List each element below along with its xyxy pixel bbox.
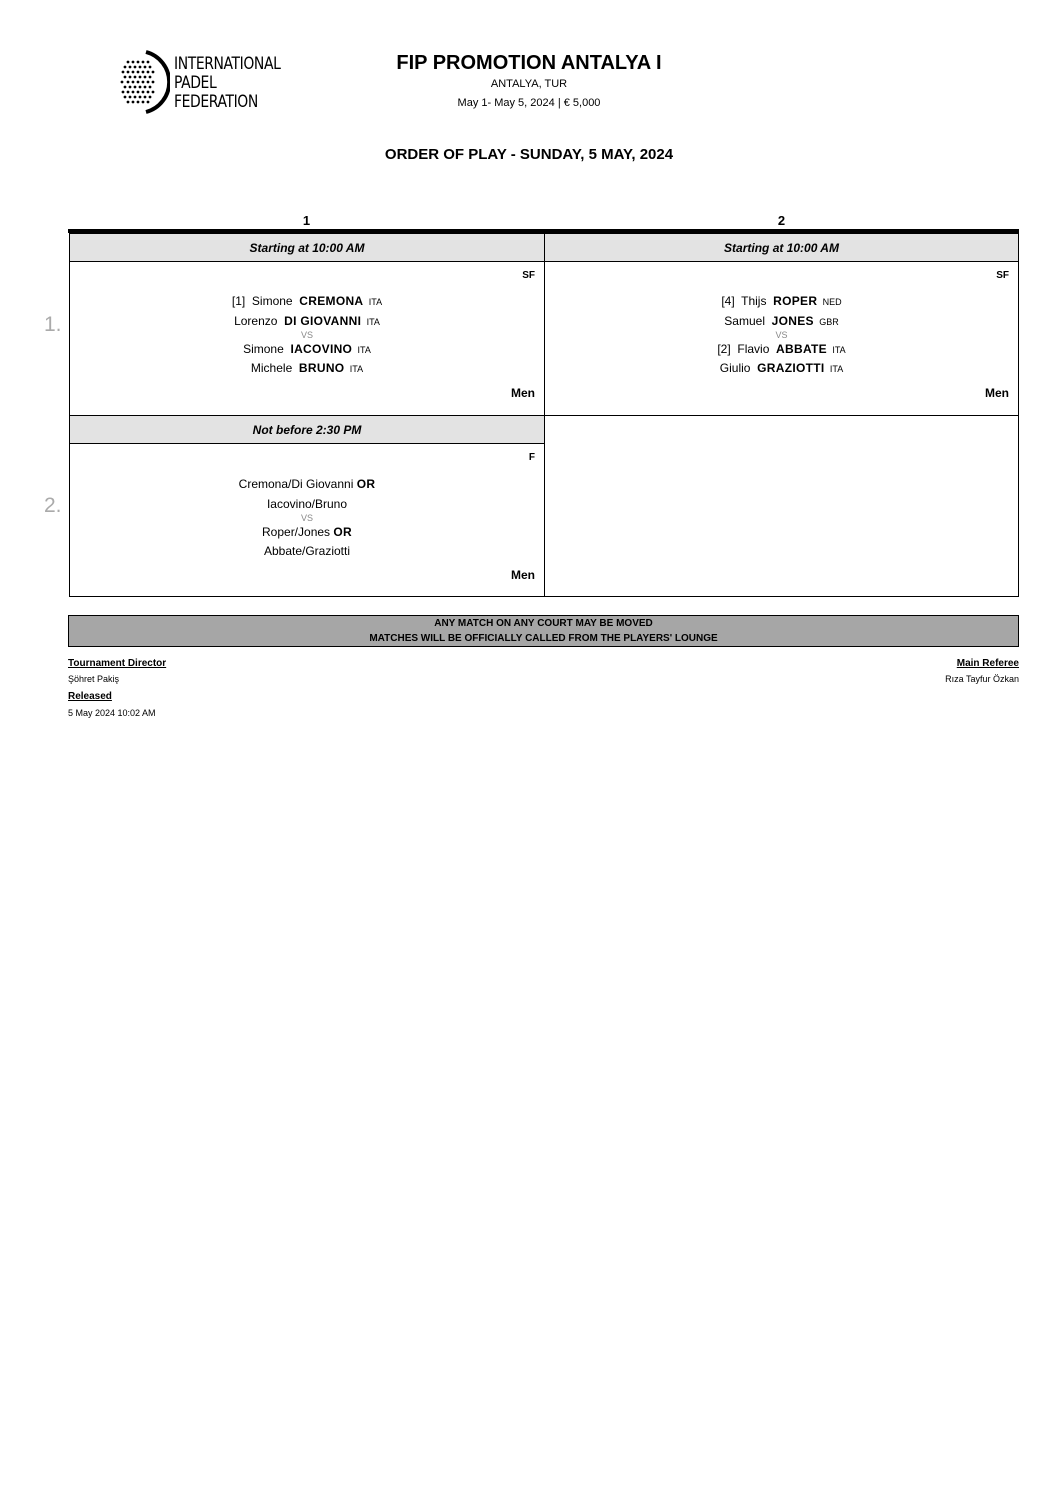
last-name: BRUNO (298, 361, 345, 375)
first-name: Thijs (741, 294, 767, 308)
team-names: Cremona/Di Giovanni (238, 477, 354, 491)
r2c1-match-cell[interactable] (69, 443, 545, 597)
released-value: 5 May 2024 10:02 AM (68, 708, 156, 718)
tournament-location: ANTALYA, TUR (490, 78, 568, 90)
country: ITA (829, 364, 844, 374)
order-of-play-heading: ORDER OF PLAY - SUNDAY, 5 MAY, 2024 (384, 146, 674, 163)
country: ITA (366, 317, 380, 327)
r1c2-player-3 (545, 342, 1018, 356)
r2c1-vs: VS (300, 513, 313, 523)
r1c1-vs: VS (300, 330, 313, 340)
or-label: OR (333, 525, 352, 539)
schedule-notice (68, 615, 1019, 647)
first-name: Flavio (737, 342, 770, 356)
seed: [4] (721, 294, 735, 308)
country: ITA (357, 345, 371, 355)
tournament-title (0, 52, 1058, 75)
row-2-number: 2. (44, 494, 62, 517)
r1c1-player-3 (70, 342, 544, 356)
r1c2-player-4 (545, 361, 1018, 375)
last-name: ROPER (773, 294, 818, 308)
first-name: Giulio (719, 361, 751, 375)
first-name: Lorenzo (234, 314, 278, 328)
first-name: Samuel (724, 314, 765, 328)
r2c1-round: F (528, 452, 535, 463)
r2c1-team-a1 (70, 477, 544, 491)
logo-line-2: PADEL (174, 73, 217, 93)
first-name: Michele (250, 361, 293, 375)
r1c1-match-cell[interactable] (69, 261, 545, 416)
country: GBR (819, 317, 839, 327)
r2c2-empty-cell (544, 415, 1019, 597)
logo-line-3: FEDERATION (174, 92, 258, 112)
r1c2-round: SF (996, 270, 1009, 281)
last-name: IACOVINO (290, 342, 353, 356)
referee-label: Main Referee (956, 658, 1019, 669)
referee-name: Rıza Tayfur Özkan (945, 674, 1019, 684)
notice-line-2: MATCHES WILL BE OFFICIALLY CALLED FROM THE PLAYERS' LOUNGE (369, 633, 718, 644)
first-name: Simone (243, 342, 284, 356)
tournament-title-text: FIP PROMOTION ANTALYA I (396, 52, 662, 74)
r2c1-team-a2: Iacovino/Bruno (266, 497, 348, 511)
r1c1-round: SF (522, 270, 535, 281)
r1c2-category: Men (985, 386, 1009, 400)
country: ITA (368, 297, 383, 307)
country: ITA (349, 364, 364, 374)
r2c1-team-b2: Abbate/Graziotti (263, 544, 351, 558)
last-name: JONES (771, 314, 814, 328)
r1c1-player-4 (70, 361, 544, 375)
last-name: GRAZIOTTI (757, 361, 825, 375)
first-name: Simone (251, 294, 293, 308)
r1c1-player-1 (70, 294, 544, 308)
r1c1-category: Men (511, 386, 535, 400)
director-name: Şöhret Pakiş (68, 674, 120, 684)
court-2-number: 2 (777, 213, 786, 228)
r2c1-category: Men (511, 568, 535, 582)
tournament-dates-prize: May 1- May 5, 2024 | € 5,000 (457, 97, 601, 109)
or-label: OR (356, 477, 376, 491)
team-names: Roper/Jones (262, 525, 331, 539)
last-name: ABBATE (776, 342, 827, 356)
r2c1-team-b1 (70, 525, 544, 539)
logo-line-1: INTERNATIONAL (174, 54, 281, 74)
country: ITA (832, 345, 846, 355)
court-1-number: 1 (302, 213, 311, 228)
row-1-number: 1. (44, 313, 62, 336)
last-name: DI GIOVANNI (284, 314, 362, 328)
r1c2-player-1 (545, 294, 1018, 308)
country: NED (822, 297, 842, 307)
r1c2-player-2 (545, 314, 1018, 328)
r1c1-start-time: Starting at 10:00 AM (69, 233, 545, 262)
r1c2-start-time: Starting at 10:00 AM (544, 233, 1019, 262)
r1c2-match-cell[interactable] (544, 261, 1019, 416)
seed: [2] (717, 342, 731, 356)
seed: [1] (231, 294, 246, 308)
director-label: Tournament Director (68, 658, 167, 669)
released-label: Released (68, 691, 112, 702)
notice-line-1: ANY MATCH ON ANY COURT MAY BE MOVED (434, 618, 653, 629)
r1c1-player-2 (70, 314, 544, 328)
r1c2-vs: VS (775, 330, 788, 340)
r2c1-start-time: Not before 2:30 PM (69, 415, 545, 444)
last-name: CREMONA (299, 294, 364, 308)
